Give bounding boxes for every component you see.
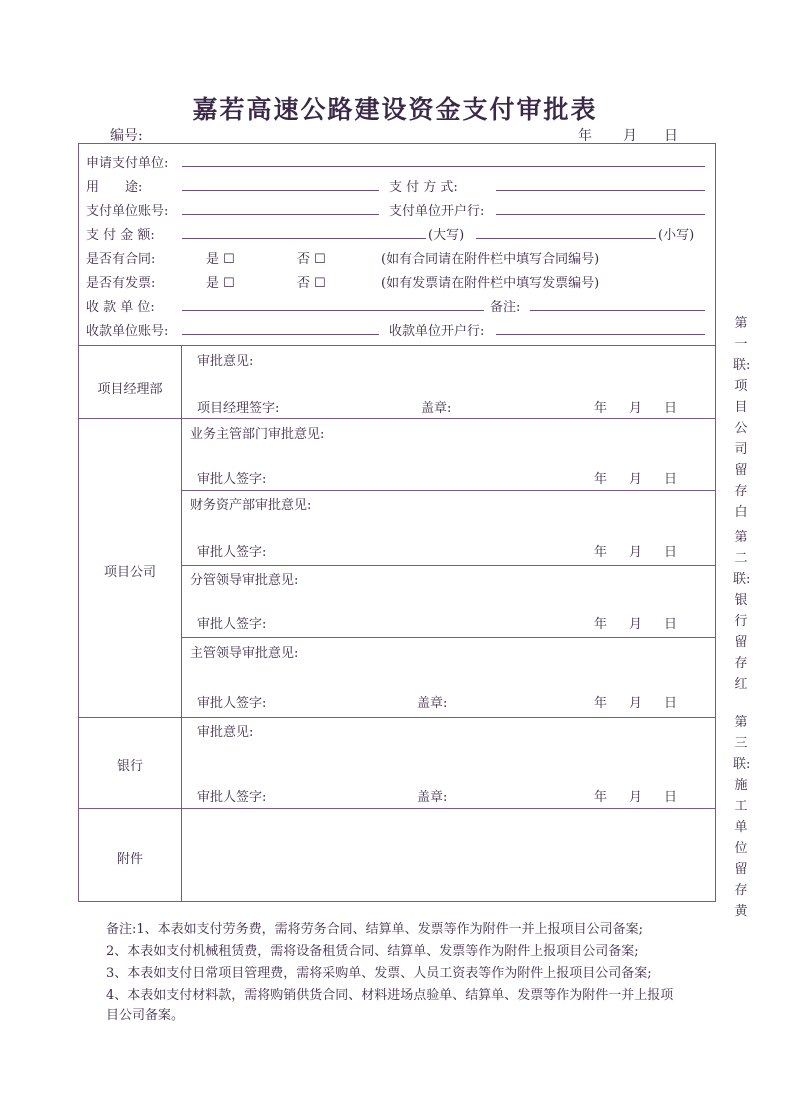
remark-label: 备注: [490, 300, 521, 315]
business-opinion-label: 业务主管部门审批意见: [190, 427, 325, 442]
amount-upper-input[interactable] [182, 238, 426, 239]
chief-sign-label: 审批人签字: [197, 696, 267, 711]
payer-bank-input[interactable] [496, 214, 705, 215]
has-contract-label: 是否有合同: [86, 252, 156, 267]
note-3: 3、本表如支付日常项目管理费，需将采购单、发票、人员工资表等作为附件上报项目公司备案; [106, 966, 652, 981]
payer-account-input[interactable] [182, 214, 379, 215]
bank-opinion-label: 审批意见: [197, 725, 254, 740]
side-copy-2: 第二联:银行留存 红 [733, 530, 761, 692]
chief-seal-label: 盖章: [417, 696, 448, 711]
table-top-rule [78, 345, 716, 346]
row-rule-6 [78, 808, 716, 809]
deputy-opinion-label: 分管领导审批意见: [190, 573, 299, 588]
business-date-day: 日 [664, 472, 678, 487]
payee-bank-input[interactable] [496, 334, 705, 335]
applicant-unit-label: 申请支付单位: [86, 156, 169, 171]
pm-date-year: 年 [594, 401, 608, 416]
bank-date-day: 日 [664, 790, 678, 805]
row-rule-5 [78, 717, 716, 718]
column-divider [181, 345, 182, 902]
number-label: 编号: [110, 128, 143, 144]
note-1: 备注:1、本表如支付劳务费，需将劳务合同、结算单、发票等作为附件一并上报项目公司备案; [106, 922, 644, 937]
contract-no-checkbox[interactable]: 否 ☐ [297, 252, 326, 267]
invoice-yes-checkbox[interactable]: 是 ☐ [206, 276, 235, 291]
row-rule-3 [182, 565, 716, 566]
chief-opinion-label: 主管领导审批意见: [190, 646, 299, 661]
bank-label: 银行 [116, 759, 143, 774]
payee-account-label: 收款单位账号: [86, 324, 169, 339]
row-rule-4 [182, 637, 716, 638]
project-company-label: 项目公司 [103, 565, 156, 580]
amount-lower-label: (小写) [658, 228, 695, 243]
purpose-label: 用 途: [86, 180, 143, 195]
contract-note: (如有合同请在附件栏中填写合同编号) [381, 252, 600, 267]
payment-method-label: 支 付 方 式: [389, 180, 458, 195]
chief-date-day: 日 [664, 696, 678, 711]
pm-seal-label: 盖章: [421, 401, 452, 416]
invoice-no-checkbox[interactable]: 否 ☐ [297, 276, 326, 291]
has-invoice-label: 是否有发票: [86, 276, 156, 291]
remark-input[interactable] [530, 310, 705, 311]
side-copy-1: 第一联:项目公司留存 白 [733, 316, 761, 520]
finance-date-month: 月 [629, 545, 643, 560]
project-manager-label: 项目经理部 [97, 382, 163, 397]
amount-lower-input[interactable] [476, 238, 656, 239]
business-date-month: 月 [629, 472, 643, 487]
note-4: 4、本表如支付材料款，需将购销供货合同、材料进场点验单、结算单、发票等作为附件一并上报项 [106, 988, 674, 1003]
header-year: 年 [578, 128, 592, 144]
payee-unit-input[interactable] [182, 310, 484, 311]
note-2: 2、本表如支付机械租赁费，需将设备租赁合同、结算单、发票等作为附件上报项目公司备案; [106, 944, 639, 959]
attachment-label: 附件 [116, 852, 143, 867]
payer-bank-label: 支付单位开户行: [389, 204, 485, 219]
pm-date-day: 日 [664, 401, 678, 416]
header-day: 日 [664, 128, 678, 144]
row-rule-1 [78, 418, 716, 419]
pm-date-month: 月 [629, 401, 643, 416]
chief-date-year: 年 [594, 696, 608, 711]
note-5: 目公司备案。 [106, 1008, 185, 1023]
bank-date-month: 月 [629, 790, 643, 805]
bank-seal-label: 盖章: [417, 790, 448, 805]
payee-unit-label: 收 款 单 位: [86, 300, 155, 315]
finance-opinion-label: 财务资产部审批意见: [190, 498, 312, 513]
purpose-input[interactable] [182, 190, 379, 191]
finance-date-day: 日 [664, 545, 678, 560]
business-date-year: 年 [594, 472, 608, 487]
form-title: 嘉若高速公路建设资金支付审批表 [192, 95, 598, 124]
amount-label: 支 付 金 额: [86, 228, 155, 243]
payee-bank-label: 收款单位开户行: [389, 324, 485, 339]
payee-account-input[interactable] [182, 334, 379, 335]
side-copy-3: 第三联:施工单位留存 黄 [733, 715, 761, 919]
business-sign-label: 审批人签字: [197, 472, 267, 487]
finance-sign-label: 审批人签字: [197, 545, 267, 560]
deputy-date-day: 日 [664, 617, 678, 632]
contract-yes-checkbox[interactable]: 是 ☐ [206, 252, 235, 267]
row-rule-2 [182, 490, 716, 491]
pm-sign-label: 项目经理签字: [197, 401, 280, 416]
amount-upper-label: (大写) [428, 228, 465, 243]
deputy-sign-label: 审批人签字: [197, 617, 267, 632]
invoice-note: (如有发票请在附件栏中填写发票编号) [381, 276, 600, 291]
payer-account-label: 支付单位账号: [86, 204, 169, 219]
chief-date-month: 月 [629, 696, 643, 711]
applicant-unit-input[interactable] [182, 166, 705, 167]
deputy-date-month: 月 [629, 617, 643, 632]
bank-sign-label: 审批人签字: [197, 790, 267, 805]
finance-date-year: 年 [594, 545, 608, 560]
bank-date-year: 年 [594, 790, 608, 805]
attachment-area[interactable] [183, 810, 713, 900]
header-month: 月 [623, 128, 637, 144]
pm-opinion-label: 审批意见: [197, 354, 254, 369]
deputy-date-year: 年 [594, 617, 608, 632]
payment-method-input[interactable] [496, 190, 705, 191]
